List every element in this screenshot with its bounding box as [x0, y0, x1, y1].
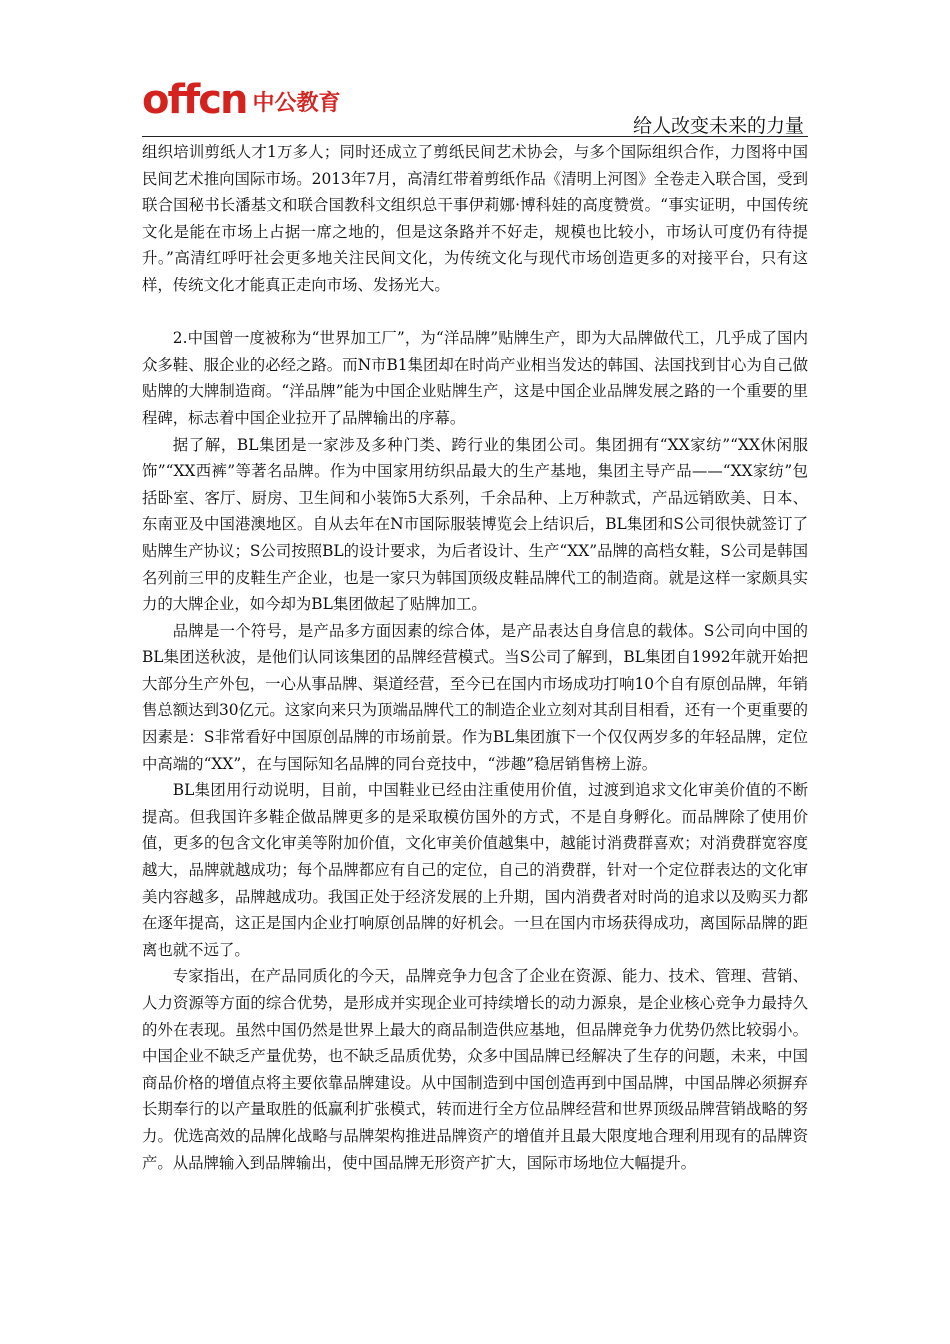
- offcn-logo: [142, 70, 341, 123]
- logo-offcn-text: offcn: [142, 77, 247, 123]
- paragraph-continued: 组织培训剪纸人才1万多人；同时还成立了剪纸民间艺术协会，与多个国际组织合作，力图将中国民间艺术推向国际市场。2013年7月，高清红带着剪纸作品《清明上河图》全卷走入联合国，受到联合国秘书长潘基文和联合国教科文组织总干事伊莉娜·博科娃的高度赞赏。“事实证明，中国传统文化是能在市场上占据一席之地的，但是这条路并不好走，规模也比较小，市场认可度仍有待提升。”高清红呼吁社会更多地关注民间文化，为传统文化与现代市场创造更多的对接平台，只有这样，传统文化才能真正走向市场、发扬光大。: [142, 143, 808, 294]
- paragraph: 品牌是一个符号，是产品多方面因素的综合体，是产品表达自身信息的载体。S公司向中国的BL集团送秋波，是他们认同该集团的品牌经营模式。当S公司了解到，BL集团自1992年就开始把大部分生产外包，一心从事品牌、渠道经营，至今已在国内市场成功打响10个自有原创品牌，年销售总额达到30亿元。这家向来只为顶端品牌代工的制造企业立刻对其刮目相看，还有一个更重要的因素是：S非常看好中国原创品牌的市场前景。作为BL集团旗下一个仅仅两岁多的年轻品牌，定位中高端的“XX”，在与国际知名品牌的同台竞技中，“涉趣”稳居销售榜上游。: [142, 621, 808, 773]
- paragraph: 据了解，BL集团是一家涉及多种门类、跨行业的集团公司。集团拥有“XX家纺”“XX休闲服饰”“XX西裤”等著名品牌。作为中国家用纺织品最大的生产基地，集团主导产品——“XX家纺”包括卧室、客厅、厨房、卫生间和小装饰5大系列，千余品种、上万种款式，产品远销欧美、日本、东南亚及中国港澳地区。自从去年在N市国际服装博览会上结识后，BL集团和S公司很快就签订了贴牌生产协议；S公司按照BL的设计要求，为后者设计、生产“XX”品牌的高档女鞋，S公司是韩国名列前三甲的皮鞋生产企业，也是一家只为韩国顶级皮鞋品牌代工的制造商。就是这样一家颇具实力的大牌企业，如今却为BL集团做起了贴牌加工。: [142, 435, 808, 614]
- paragraph: BL集团用行动说明，目前，中国鞋业已经由注重使用价值，过渡到追求文化审美价值的不断提高。但我国许多鞋企做品牌更多的是采取模仿国外的方式，不是自身孵化。而品牌除了使用价值，更多的包含文化审美等附加价值，文化审美价值越集中，越能讨消费群喜欢；对消费群宽容度越大，品牌就越成功；每个品牌都应有自己的定位，自己的消费群，针对一个定位群表达的文化审美内容越多，品牌越成功。我国正处于经济发展的上升期，国内消费者对时尚的追求以及购买力都在逐年提高，这正是国内企业打响原创品牌的好机会。一旦在国内市场获得成功，离国际品牌的距离也就不远了。: [142, 781, 808, 959]
- paragraph: 专家指出，在产品同质化的今天，品牌竞争力包含了企业在资源、能力、技术、管理、营销、人力资源等方面的综合优势，是形成并实现企业可持续增长的动力源泉，是企业核心竞争力最持久的外在表现。虽然中国仍然是世界上最大的商品制造供应基地，但品牌竞争力优势仍然比较弱小。中国企业不缺乏产量优势，也不缺乏品质优势，众多中国品牌已经解决了生存的问题，未来，中国商品价格的增值点将主要依靠品牌建设。从中国制造到中国创造再到中国品牌，中国品牌必须摒弃长期奉行的以产量取胜的低赢利扩张模式，转而进行全方位品牌经营和世界顶级品牌营销战略的努力。优选高效的品牌化战略与品牌架构推进品牌资产的增值并且最大限度地合理利用现有的品牌资产。从品牌输入到品牌输出，使中国品牌无形资产扩大，国际市场地位大幅提升。: [142, 967, 808, 1172]
- header-slogan: 给人改变未来的力量: [632, 115, 804, 137]
- paragraph-material-2: 2.中国曾一度被称为“世界加工厂”，为“洋品牌”贴牌生产，即为大品牌做代工，几乎成了国内众多鞋、服企业的必经之路。而N市B1集团却在时尚产业相当发达的韩国、法国找到甘心为自己做贴牌的大牌制造商。“洋品牌”能为中国企业贴牌生产，这是中国企业品牌发展之路的一个重要的里程碑，标志着中国企业拉开了品牌输出的序幕。: [142, 329, 808, 427]
- logo-cn-text: 中公教育: [252, 91, 341, 116]
- document-body: [142, 139, 808, 1176]
- header-divider: [142, 136, 808, 137]
